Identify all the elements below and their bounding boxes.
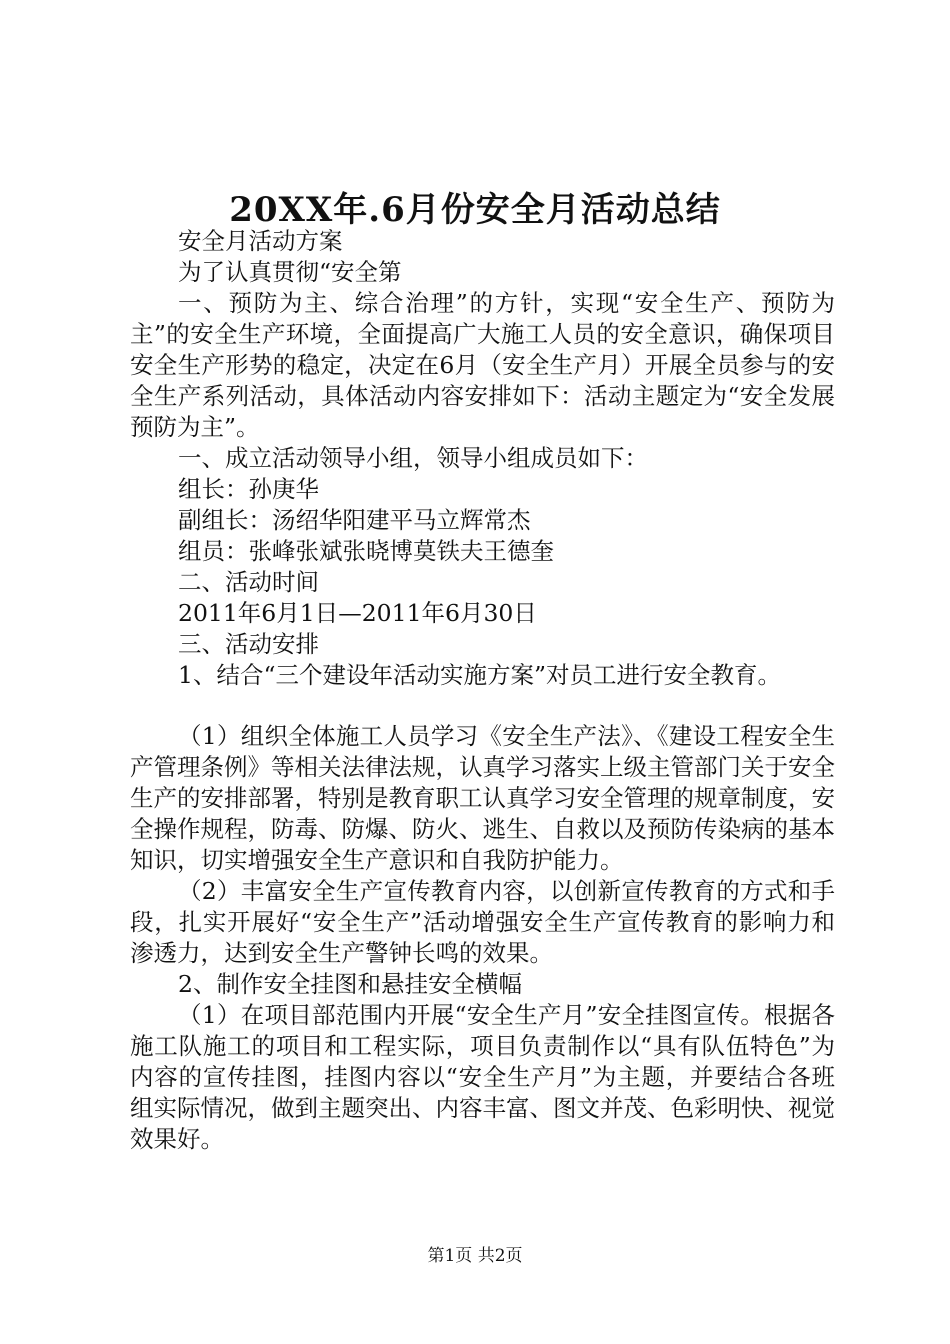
paragraph-item-2-1: （1）在项目部范围内开展“安全生产月”安全挂图宣传。根据各施工队施工的项目和工程实际，项目负责制作以“具有队伍特色”为内容的宣传挂图，挂图内容以“安全生产月”为主题，并要结合各班组实际情况，做到主题突出、内容丰富、图文并茂、色彩明快、视觉效果好。	[130, 1001, 835, 1153]
paragraph-deputy-leaders: 副组长：汤绍华阳建平马立辉常杰	[178, 506, 531, 534]
paragraph-item-1-2: （2）丰富安全生产宣传教育内容，以创新宣传教育的方式和手段，扎实开展好“安全生产”活动增强安全生产宣传教育的影响力和渗透力，达到安全生产警钟长鸣的效果。	[130, 877, 835, 967]
paragraph-item-2: 2、制作安全挂图和悬挂安全横幅	[178, 970, 522, 998]
paragraph-members: 组员：张峰张斌张晓博莫铁夫王德奎	[178, 537, 554, 565]
paragraph-date-range: 2011年6月1日—2011年6月30日	[178, 599, 537, 627]
section-heading-time: 二、活动时间	[178, 568, 319, 596]
paragraph-item-1-1: （1）组织全体施工人员学习《安全生产法》、《建设工程安全生产管理条例》等相关法律法规，认真学习落实上级主管部门关于安全生产的安排部署，特别是教育职工认真学习安全管理的规章制度，安全操作规程，防毒、防爆、防火、逃生、自救以及预防传染病的基本知识，切实增强安全生产意识和自我防护能力。	[130, 722, 835, 874]
paragraph-intro: 一、预防为主、综合治理”的方针，实现“安全生产、预防为主”的安全生产环境，全面提高广大施工人员的安全意识，确保项目安全生产形势的稳定，决定在6月（安全生产月）开展全员参与的安全生产系列活动，具体活动内容安排如下：活动主题定为“安全发展预防为主”。	[130, 289, 835, 441]
paragraph-intro-fragment: 为了认真贯彻“安全第	[178, 258, 402, 286]
document-title: 20XX年.6月份安全月活动总结	[229, 190, 721, 230]
document-body	[130, 226, 835, 1155]
page-footer: 第1页 共2页	[427, 1246, 523, 1266]
paragraph-plan-heading: 安全月活动方案	[178, 227, 343, 255]
section-heading-arrangement: 三、活动安排	[178, 630, 319, 658]
paragraph-item-1: 1、结合“三个建设年活动实施方案”对员工进行安全教育。	[178, 661, 781, 689]
section-heading-leadership: 一、成立活动领导小组，领导小组成员如下：	[178, 444, 648, 472]
paragraph-leader: 组长：孙庚华	[178, 475, 319, 503]
